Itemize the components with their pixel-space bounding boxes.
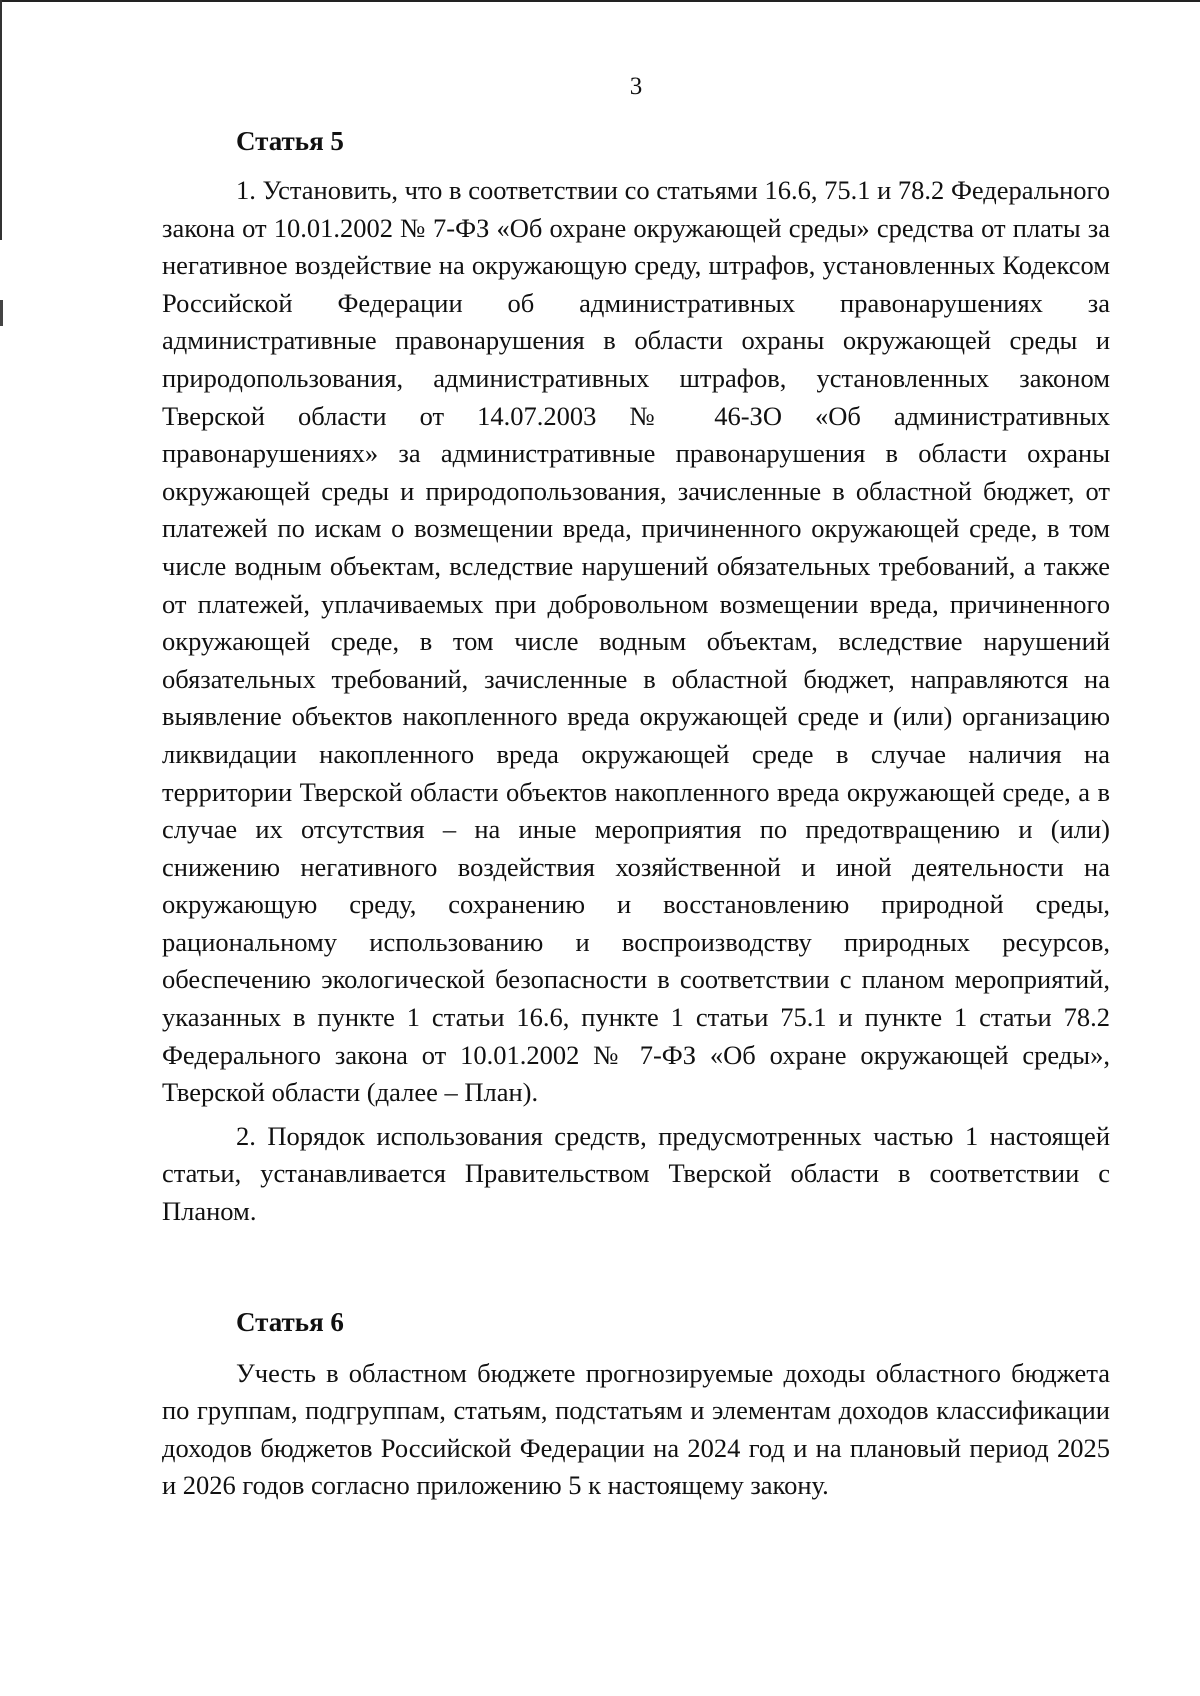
article-5-paragraph-1: 1. Установить, что в соответствии со статьями 16.6, 75.1 и 78.2 Федерального закона от 10.01.2002 № 7-ФЗ «Об охране окружающей среды» средства от платы за негативное воздействие на окружающую среду, штрафов, установленных Кодексом Российской Федерации об административных правонарушениях за административные правонарушения в области охраны окружающей среды и природопользования, административных штрафов, установленных законом Тверской области от 14.07.2003 № 46-ЗО «Об административных правонарушениях» за административные правонарушения в области охраны окружающей среды и природопользования, зачисленные в областной бюджет, от платежей по искам о возмещении вреда, причиненного окружающей среде, в том числе водным объектам, вследствие нарушений обязательных требований, а также от платежей, уплачиваемых при добровольном возмещении вреда, причиненного окружающей среде, в том числе водным объектам, вследствие нарушений обязательных требований, зачисленные в областной бюджет, направляются на выявление объектов накопленного вреда окружающей среде и (или) организацию ликвидации накопленного вреда окружающей среде в случае наличия на территории Тверской области объектов накопленного вреда окружающей среде, а в случае их отсутствия – на иные мероприятия по предотвращению и (или) снижению негативного воздействия хозяйственной и иной деятельности на окружающую среду, сохранению и восстановлению природной среды, рациональному использованию и воспроизводству природных ресурсов, обеспечению экологической безопасности в соответствии с планом мероприятий, указанных в пункте 1 статьи 16.6, пункте 1 статьи 75.1 и пункте 1 статьи 78.2 Федерального закона от 10.01.2002 № 7-ФЗ «Об охране окружающей среды», Тверской области (далее – План). <box>162 175 1110 1108</box>
article-6-heading: Статья 6 <box>236 1306 344 1337</box>
page-number: 3 <box>629 73 643 100</box>
article-5-paragraph-2: 2. Порядок использования средств, предусмотренных частью 1 настоящей статьи, устанавливается Правительством Тверской области в соответствии с Планом. <box>162 1120 1110 1227</box>
article-6 <box>162 1303 1110 1505</box>
scan-edge-top <box>0 0 1200 2</box>
article-5 <box>162 122 1110 1231</box>
article-5-heading: Статья 5 <box>236 126 344 156</box>
scan-edge-left <box>0 0 2 240</box>
document-body <box>162 122 1110 1505</box>
scan-mark-left <box>0 300 3 326</box>
article-6-paragraph-1: Учесть в областном бюджете прогнозируемые доходы областного бюджета по группам, подгруппам, статьям, подстатьям и элементам доходов классификации доходов бюджетов Российской Федерации на 2024 год и на плановый период 2025 и 2026 годов согласно приложению 5 к настоящему закону. <box>162 1357 1110 1501</box>
